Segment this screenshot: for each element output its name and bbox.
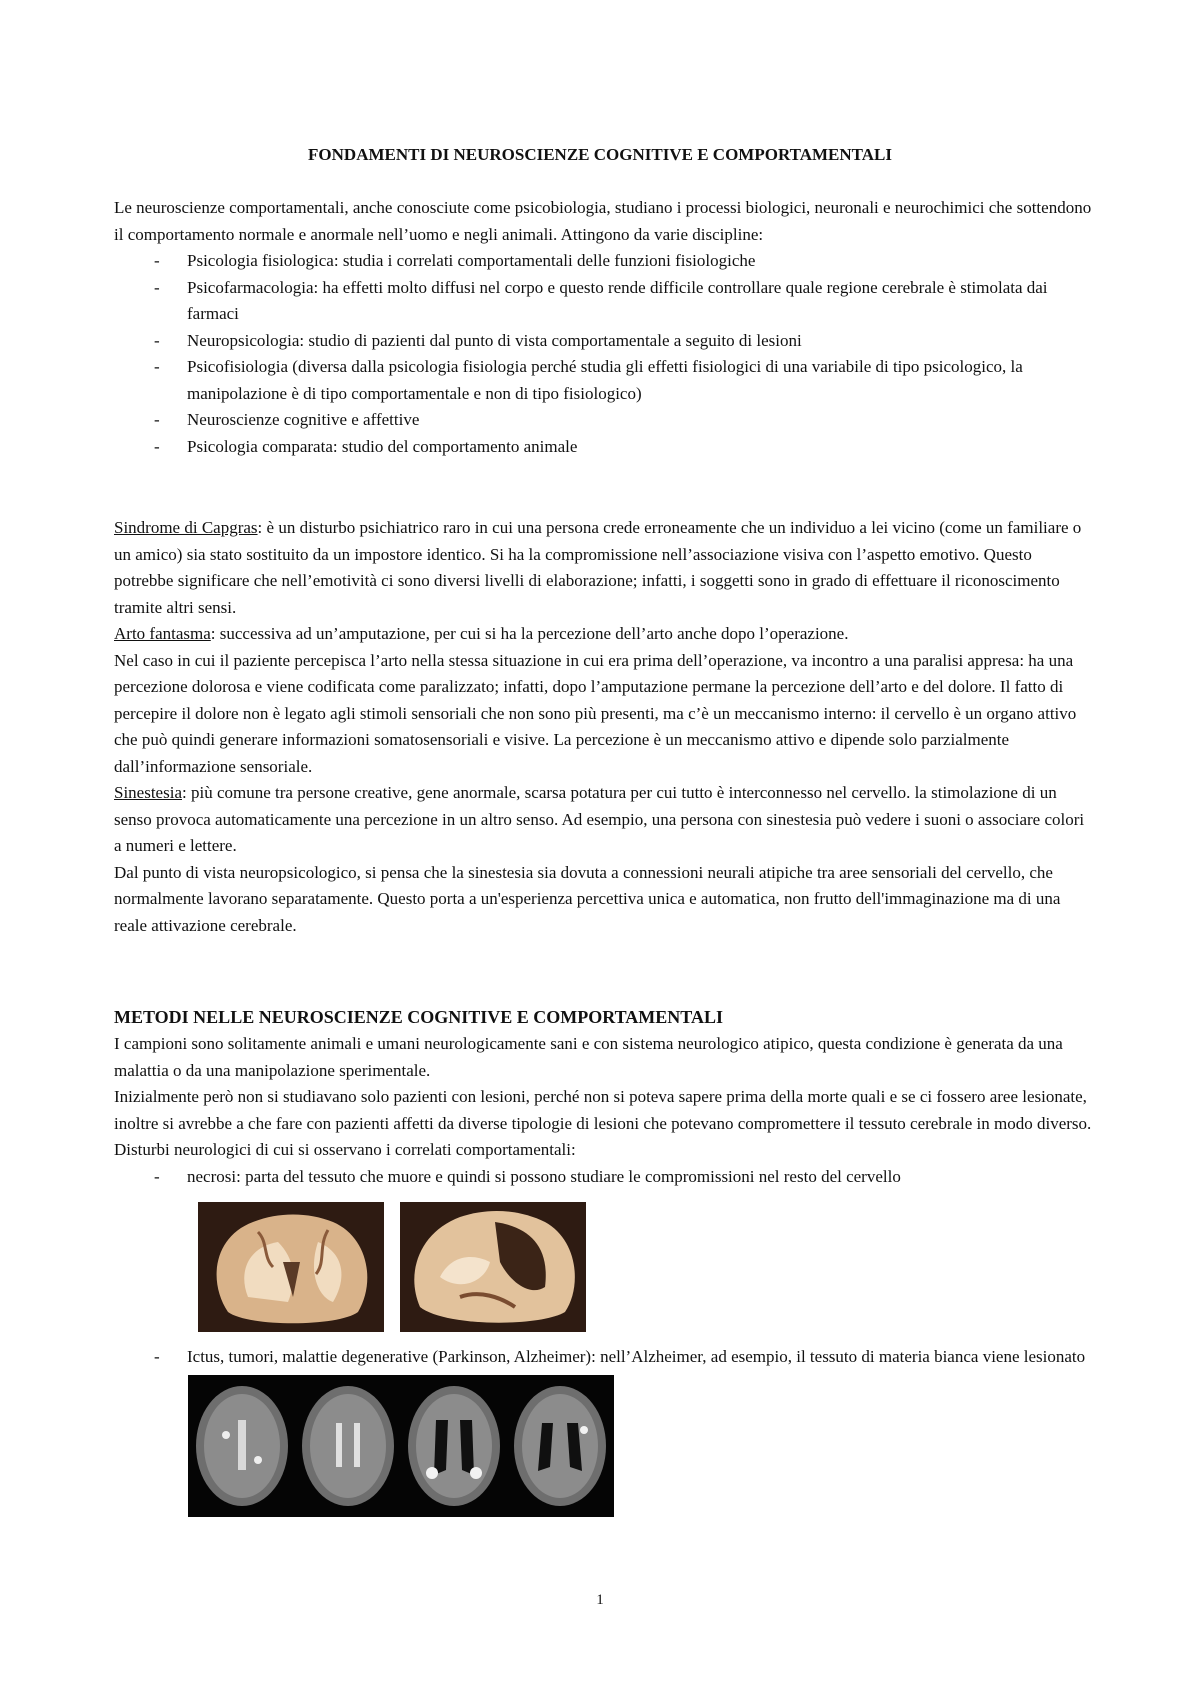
list-item-text: Ictus, tumori, malattie degenerative (Parkinson, Alzheimer): nell’Alzheimer, ad esempio, il tessuto di materia bianca viene lesionato <box>187 1347 1086 1366</box>
list-item-text: Psicofarmacologia: ha effetti molto diffusi nel corpo e questo rende difficile controllare quale regione cerebrale è stimolata dai farmaci <box>187 277 1048 323</box>
list-item-text: Neuropsicologia: studio di pazienti dal punto di vista comportamentale a seguito di lesioni <box>187 330 802 350</box>
mri-scans-image <box>188 1375 614 1517</box>
dash-marker: - <box>154 436 160 456</box>
list-item-text: Psicologia comparata: studio del comportamento animale <box>187 436 578 456</box>
dash-marker: - <box>154 277 160 297</box>
list-item <box>114 275 1094 328</box>
list-item <box>114 434 1094 461</box>
metodi-paragraph-1: I campioni sono solitamente animali e umani neurologicamente sani e con sistema neurologico atipico, questa condizione è generata da una malattia o da una manipolazione sperimentale. <box>114 1034 1063 1080</box>
disciplines-list <box>114 248 1094 460</box>
list-item <box>114 354 1094 407</box>
list-item-text: Psicologia fisiologica: studia i correlati comportamentali delle funzioni fisiologiche <box>187 251 756 270</box>
list-item <box>114 407 1094 434</box>
dash-marker: - <box>154 330 160 350</box>
arto-text: : successiva ad un’amputazione, per cui si ha la percezione dell’arto anche dopo l’operazione. <box>210 624 849 643</box>
brain-section-image <box>400 1202 586 1332</box>
sinestesia-paragraph <box>114 780 1094 860</box>
phenomena-section <box>114 515 1094 939</box>
list-item <box>114 1164 1094 1191</box>
arto-detail-paragraph: Nel caso in cui il paziente percepisca l’arto nella stessa situazione in cui era prima dell’operazione, va incontro a una paralisi appresa: ha una percezione dolorosa e viene codificata come paralizzato; infatti, dopo l’amputazione permane la percezione dell’arto e del dolore. Il fatto di percepire il dolore non è legato agli stimoli sensoriali che non sono più presenti, ma c’è un meccanismo interno: il cervello è un organo attivo che può quindi generare informazioni somatosensoriali e visive. La percezione è un meccanismo attivo e dipende solo parzialmente dall’informazione sensoriale. <box>114 650 1077 776</box>
intro-section <box>114 195 1094 460</box>
metodi-title: METODI NELLE NEUROSCIENZE COGNITIVE E COMPORTAMENTALI <box>114 1007 723 1027</box>
sinestesia-text: : più comune tra persone creative, gene anormale, scarsa potatura per cui tutto è interconnesso nel cervello. la stimolazione di un senso provoca automaticamente una percezione in un altro senso. Ad esempio, una persona con sinestesia può vedere i suoni o associare colori a numeri e lettere. <box>114 783 1085 855</box>
list-item <box>114 248 1094 275</box>
sinestesia-term: Sinestesia <box>114 783 182 802</box>
dash-marker: - <box>154 251 160 270</box>
metodi-section <box>114 1003 1094 1517</box>
list-item-text: Neuroscienze cognitive e affettive <box>187 410 420 429</box>
dash-marker: - <box>154 1347 160 1366</box>
arto-term: Arto fantasma <box>114 624 211 643</box>
capgras-text: : è un disturbo psichiatrico raro in cui una persona crede erroneamente che un individuo a lei vicino (come un familiare o un amico) sia stato sostituito da un impostore identico. Si ha la compromissione nell’associazione visiva con l’aspetto emotivo. Questo potrebbe significare che nell’emotività ci sono diversi livelli di elaborazione; infatti, i soggetti sono in grado di effettuare il riconoscimento tramite altri sensi. <box>114 518 1082 617</box>
intro-paragraph: Le neuroscienze comportamentali, anche conosciute come psicobiologia, studiano i processi biologici, neuronali e neurochimici che sottendono il comportamento normale e anormale nell’uomo e negli animali. Attingono da varie discipline: <box>114 198 1092 244</box>
metodi-paragraph-2: Inizialmente però non si studiavano solo pazienti con lesioni, perché non si poteva sapere prima della morte quali e se ci fossero aree lesionate, inoltre si avrebbe a che fare con pazienti affetti da diverse tipologie di lesioni che potevano compromettere il tessuto cerebrale in modo diverso. <box>114 1087 1092 1133</box>
dash-marker: - <box>154 1166 160 1186</box>
page-title: FONDAMENTI DI NEUROSCIENZE COGNITIVE E COMPORTAMENTALI <box>308 145 892 164</box>
list-item <box>114 328 1094 355</box>
list-item <box>114 1344 1094 1371</box>
metodi-paragraph-3: Disturbi neurologici di cui si osservano i correlati comportamentali: <box>114 1140 576 1159</box>
disorders-list <box>114 1164 1094 1191</box>
necrosis-figures <box>198 1202 1094 1332</box>
sinestesia-detail-paragraph: Dal punto di vista neuropsicologico, si pensa che la sinestesia sia dovuta a connessioni neurali atipiche tra aree sensoriali del cervello, che normalmente lavorano separatamente. Questo porta a un'esperienza percettiva unica e automatica, non frutto dell'immaginazione ma di una reale attivazione cerebrale. <box>114 862 1061 935</box>
capgras-term: Sindrome di Capgras <box>114 518 258 537</box>
dash-marker: - <box>154 357 160 376</box>
dash-marker: - <box>154 410 160 429</box>
arto-paragraph <box>114 621 1094 648</box>
capgras-paragraph <box>114 515 1094 621</box>
list-item-text: necrosi: parta del tessuto che muore e quindi si possono studiare le compromissioni nel resto del cervello <box>187 1166 901 1186</box>
brain-section-image <box>198 1202 384 1332</box>
list-item-text: Psicofisiologia (diversa dalla psicologia fisiologia perché studia gli effetti fisiologici di una variabile di tipo psicologico, la manipolazione è di tipo comportamentale e non di tipo fisiologico) <box>187 357 1023 403</box>
disorders-list-continued <box>114 1344 1094 1371</box>
page-number: 1 <box>596 1592 604 1608</box>
